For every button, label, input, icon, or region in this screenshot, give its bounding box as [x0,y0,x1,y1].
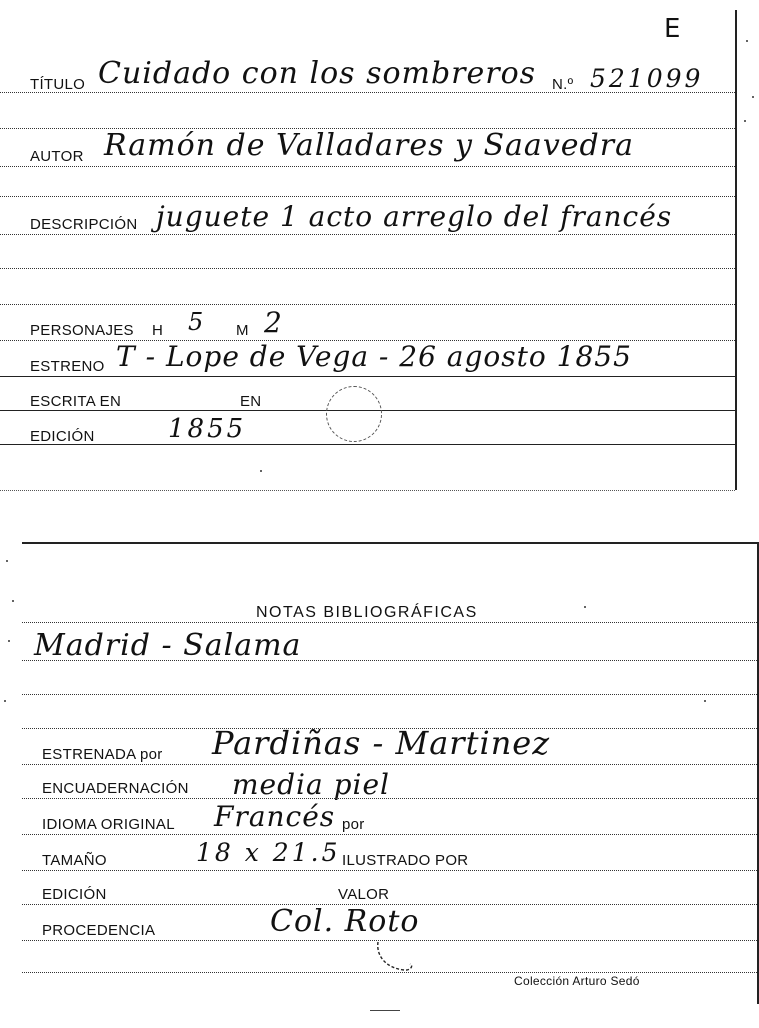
procedencia-value: Col. Roto [270,904,420,939]
rule-edicion [0,444,735,445]
rule-6 [0,268,735,269]
numero-value: 521099 [590,64,704,93]
personajes-label: PERSONAJES [30,322,134,339]
autor-label: AUTOR [30,148,84,165]
edicion-b-label: EDICIÓN [42,886,107,903]
titulo-value: Cuidado con los sombreros [98,56,537,91]
autor-value: Ramón de Valladares y Saavedra [104,128,634,163]
notas-value: Madrid - Salama [34,628,302,663]
scan-speck [260,470,262,472]
scan-speck [12,600,14,602]
scan-speck [704,700,706,702]
estreno-label: ESTRENO [30,358,105,375]
rule-7 [0,304,735,305]
rule-b2 [22,660,757,661]
personajes-h-label: H [152,322,164,339]
estreno-value: T - Lope de Vega - 26 agosto 1855 [116,340,632,373]
titulo-label: TÍTULO [30,76,86,93]
coleccion-footer: Colección Arturo Sedó [514,974,640,988]
notas-heading: NOTAS BIBLIOGRÁFICAS [256,604,478,621]
idioma-value: Francés [214,800,336,833]
escrita-en-en-label: EN [240,393,262,410]
punch-hole [326,386,382,442]
scan-speck [584,606,586,608]
personajes-m-label: M [236,322,249,339]
rule-descripcion [0,234,735,235]
ilustrado-label: ILUSTRADO POR [342,852,469,869]
rule-estrenada [22,764,757,765]
descripcion-label: DESCRIPCIÓN [30,216,138,233]
rule-estreno [0,376,735,377]
scan-speck [752,96,754,98]
scan-speck [8,640,10,642]
idioma-label: IDIOMA ORIGINAL [42,816,175,833]
scan-speck [4,700,6,702]
bottom-tick [370,1010,400,1011]
rule-tamano [22,870,757,871]
tamano-value: 18 x 21.5 [196,838,341,867]
descripcion-value: juguete 1 acto arreglo del francés [156,200,673,233]
scan-speck [746,40,748,42]
ink-stroke [360,940,420,976]
encuadernacion-label: ENCUADERNACIÓN [42,780,189,797]
tamano-label: TAMAÑO [42,852,107,869]
edicion-label: EDICIÓN [30,428,95,445]
valor-label: VALOR [338,886,390,903]
rule-b3 [22,694,757,695]
rule-b1 [22,622,757,623]
rule-autor [0,166,735,167]
escrita-en-label: ESCRITA EN [30,393,122,410]
rule-4 [0,196,735,197]
estrenada-label: ESTRENADA por [42,746,163,763]
scan-speck [6,560,8,562]
card-separator [0,490,735,491]
estrenada-value: Pardiñas - Martinez [212,724,551,762]
encuadernacion-value: media piel [232,768,390,801]
personajes-m-value: 2 [264,306,283,339]
rule-titulo [0,92,735,93]
edicion-value: 1855 [168,414,247,444]
procedencia-label: PROCEDENCIA [42,922,156,939]
rule-encuadernacion [22,798,757,799]
rule-b-last [22,972,757,973]
personajes-h-value: 5 [188,308,205,336]
corner-mark: E [664,14,681,44]
rule-idioma [22,834,757,835]
scan-speck [744,120,746,122]
numero-label: N.º [552,76,574,93]
idioma-por-label: por [342,816,365,833]
